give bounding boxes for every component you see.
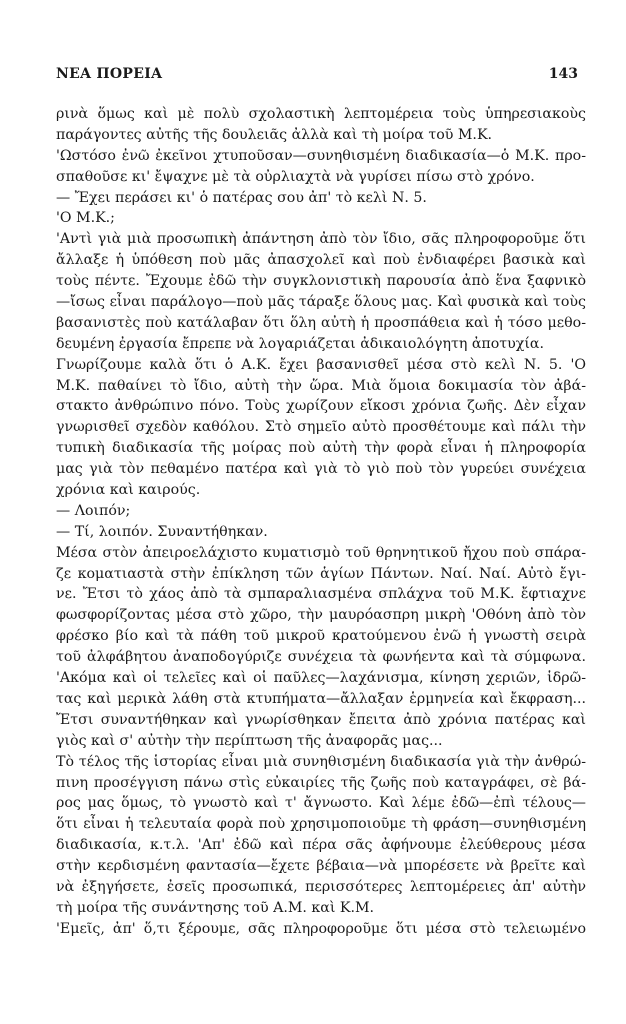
text-line: ὅτι εἶναι ἡ τελευταία φορὰ ποὺ χρησιμοποιοῦμε τὴ φράση—συνηθισμένη [56,816,586,833]
text-line: ρος μας ὅμως, τὸ γνωστὸ καὶ τ' ἄγνωστο. Καὶ λέμε ἐδῶ—ἐπὶ τέλους— [56,795,586,812]
text-line: τοῦ ἀλφάβητου ἀναποδογύριζε συνέχεια τὰ φωνήεντα καὶ τὰ σύμφωνα. [56,649,586,666]
text-line: ρινὰ ὅμως καὶ μὲ πολὺ σχολαστικὴ λεπτομέρεια τοὺς ὑπηρεσιακοὺς [56,106,586,122]
body-text [56,104,586,940]
running-title: ΝΕΑ ΠΟΡΕΙΑ [56,66,163,82]
text-line: — Λοιπόν; [56,502,131,519]
text-line: τας καὶ μερικὰ λάθη στὰ κτυπήματα—ἄλλαξαν ἑρμηνεία καὶ ἔκφραση... [56,690,586,707]
text-line: φρέσκο βίο καὶ τὰ πάθη τοῦ μικροῦ κρατούμενου ἐνῶ ἡ γνωστὴ σειρὰ [56,628,586,645]
text-line: —ἴσως εἶναι παράλογο—ποὺ μᾶς τάραξε ὅλους μας. Καὶ φυσικὰ καὶ τοὺς [56,294,586,311]
text-line: Μέσα στὸν ἀπειροελάχιστο κυματισμὸ τοῦ θρηνητικοῦ ἤχου ποὺ σπάρα- [56,544,586,561]
text-line: Τὸ τέλος τῆς ἱστορίας εἶναι μιὰ συνηθισμένη διαδικασία γιὰ τὴν ἀνθρώ- [56,753,586,770]
text-line: Γνωρίζουμε καλὰ ὅτι ὁ Α.Κ. ἔχει βασανισθεῖ μέσα στὸ κελὶ Ν. 5. 'Ο [56,356,586,373]
text-line: τυπικὴ διαδικασία τῆς μοίρας ποὺ αὐτὴ τὴν φορὰ εἶναι ἡ πληροφορία [56,440,586,457]
text-line: τοὺς πέντε. Ἔχουμε ἐδῶ τὴν συγκλονιστικὴ παρουσία ἀπὸ ἕνα ξαφνικὸ [56,273,586,290]
text-line: φωσφορίζοντας μέσα στὸ χῶρο, τὴν μαυρόασπρη μικρὴ 'Οθόνη ἀπὸ τὸν [56,607,586,624]
text-line: σπαθοῦσε κι' ἔψαχνε μὲ τὰ οὐρλιαχτὰ νὰ γυρίσει πίσω στὸ χρόνο. [56,168,535,185]
text-line: 'Ο Μ.Κ.; [56,210,115,227]
text-line: μας γιὰ τὸν πεθαμένο πατέρα καὶ γιὰ τὸ γιὸ ποὺ τὸν γυρεύει συνέχεια [56,461,586,478]
text-line: Μ.Κ. παθαίνει τὸ ἴδιο, αὐτὴ τὴν ὥρα. Μιὰ ὅμοια δοκιμασία τὸν ἀβά- [56,377,586,394]
text-line: παράγοντες αὐτῆς τῆς δουλειᾶς ἀλλὰ καὶ τὴ μοίρα τοῦ Μ.Κ. [56,126,493,143]
text-line: 'Ακόμα καὶ οἱ τελεῖες καὶ οἱ παῦλες—λαχάνισμα, κίνηση χεριῶν, ἱδρῶ- [56,670,586,687]
text-line: — Τί, λοιπόν. Συναντήθηκαν. [56,523,268,540]
text-line: στὴν κερδισμένη φαντασία—ἔχετε βέβαια—νὰ μπορέσετε νὰ βρεῖτε καὶ [56,858,586,875]
text-line: 'Ωστόσο ἐνῶ ἐκεῖνοι χτυποῦσαν—συνηθισμένη διαδικασία—ὁ Μ.Κ. προ- [56,147,586,164]
text-line: δευμένη ἐργασία ἔπρεπε νὰ λογαριάζεται ἀδικαιολόγητη ἀποτυχία. [56,335,545,352]
text-line: νὰ ἐξηγήσετε, ἐσεῖς προσωπικά, περισσότερες λεπτομέρειες ἀπ' αὐτὴν [56,878,586,895]
text-line: 'Εμεῖς, ἀπ' ὅ,τι ξέρουμε, σᾶς πληροφοροῦμε ὅτι μέσα στὸ τελειωμένο [56,920,586,937]
text-line: γιὸς καὶ σ' αὐτὴν τὴν περίπτωση τῆς ἀναφορᾶς μας... [56,732,443,749]
text-line: πινη προσέγγιση πάνω στὶς εὐκαιρίες τῆς ζωῆς ποὺ καταγράφει, σὲ βά- [56,774,586,791]
page-number: 143 [548,66,578,82]
text-line: ἄλλαξε ἡ ὑπόθεση ποὺ μᾶς ἀπασχολεῖ καὶ ποὺ ἐνδιαφέρει βασικὰ καὶ [56,252,586,269]
text-line: βασανιστὲς ποὺ κατάλαβαν ὅτι ὅλη αὐτὴ ἡ προσπάθεια καὶ ἡ τόσο μεθο- [56,314,586,331]
page-header [56,66,578,86]
text-line: Ἔτσι συναντήθηκαν καὶ γνωρίσθηκαν ἔπειτα ἀπὸ χρόνια πατέρας καὶ [56,711,586,728]
text-line: διαδικασία, κ.τ.λ. 'Απ' ἐδῶ καὶ πέρα σᾶς ἀφήνουμε ἐλεύθερους μέσα [56,837,586,854]
text-line: 'Αντὶ γιὰ μιὰ προσωπικὴ ἀπάντηση ἀπὸ τὸν ἴδιο, σᾶς πληροφοροῦμε ὅτι [56,231,586,248]
text-line: νε. Ἔτσι τὸ χάος ἀπὸ τὰ σμπαραλιασμένα σπλάχνα τοῦ Μ.Κ. ἔφτιαχνε [56,586,586,603]
text-line: χρόνια καὶ καιρούς. [56,482,201,499]
text-line: τὴ μοίρα τῆς συνάντησης τοῦ Α.Μ. καὶ Κ.Μ. [56,899,375,916]
text-line: γνωρισθεῖ σχεδὸν καθόλου. Στὸ σημεῖο αὐτὸ προσθέτουμε καὶ πάλι τὴν [56,419,586,436]
text-line: στακτο ἀνθρώπινο πόνο. Τοὺς χωρίζουν εἴκοσι χρόνια ζωῆς. Δὲν εἶχαν [56,398,586,415]
text-line: — Ἔχει περάσει κι' ὁ πατέρας σου ἀπ' τὸ κελὶ Ν. 5. [56,189,427,206]
text-line: ζε κοματιαστὰ στὴν ἐπίκληση τῶν ἁγίων Πάντων. Ναί. Ναί. Αὐτὸ ἔγι- [56,565,586,582]
